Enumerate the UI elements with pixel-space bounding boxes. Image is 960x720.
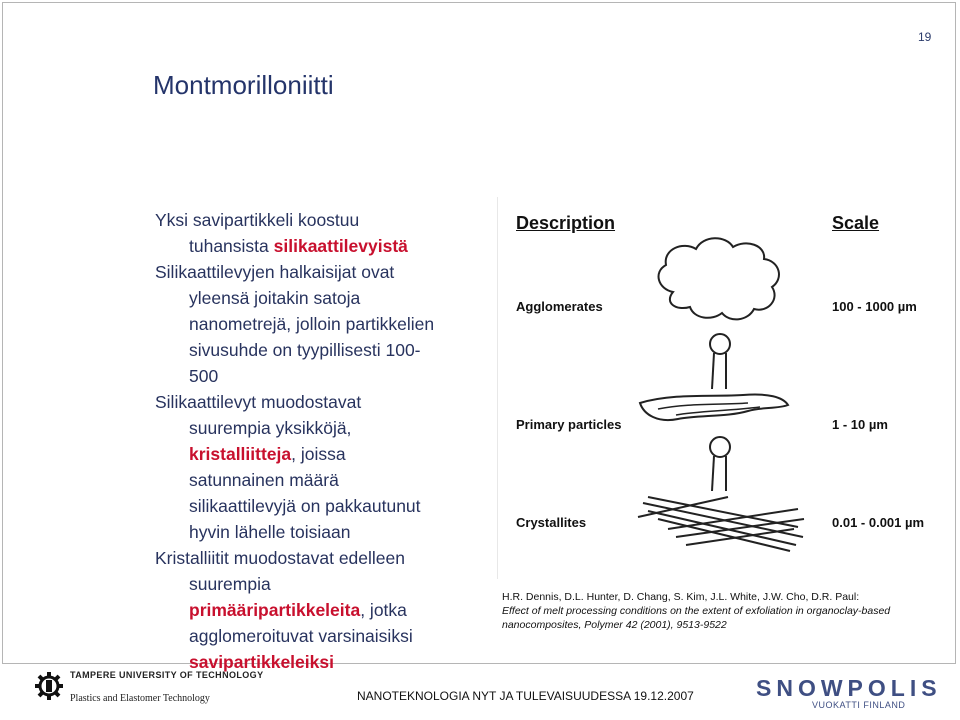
- bullet-3-line-3: [155, 441, 495, 467]
- crystallites-icon: [638, 497, 804, 551]
- footer-event-title: NANOTEKNOLOGIA NYT JA TULEVAISUUDESSA 19.12.2007: [357, 689, 694, 703]
- figure-header-description: Description: [516, 213, 616, 233]
- bullet-4-line-3: [155, 597, 495, 623]
- bullet-4-line-1: Kristalliitit muodostavat edelleen: [155, 548, 405, 568]
- citation-authors: H.R. Dennis, D.L. Hunter, D. Chang, S. Kim, J.L. White, J.W. Cho, D.R. Paul:: [502, 591, 860, 603]
- bullet-2-line-3: nanometrejä, jolloin partikkelien: [189, 314, 435, 334]
- bullet-3-line-4: satunnainen määrä: [189, 470, 339, 490]
- bullet-1-line-1: Yksi savipartikkeli koostuu: [155, 210, 360, 230]
- citation-title: Effect of melt processing conditions on the extent of exfoliation in organoclay-based: [502, 605, 891, 617]
- bullet-2-line-5: 500: [189, 366, 219, 386]
- slide-title: Montmorilloniitti: [153, 70, 334, 100]
- bullet-2-line-2: yleensä joitakin satoja: [189, 288, 361, 308]
- snowpolis-logo: SNOWPOLIS: [756, 675, 942, 701]
- magnifier-1-icon: [710, 334, 730, 354]
- row-primary-particles-scale: 1 - 10 µm: [832, 417, 888, 432]
- clay-structure-figure: [497, 197, 954, 579]
- row-crystallites-scale: 0.01 - 0.001 µm: [832, 515, 925, 530]
- row-crystallites-label: Crystallites: [516, 515, 587, 530]
- highlight-primaaripartikkeleita: primääripartikkeleita: [189, 600, 361, 620]
- citation-source: nanocomposites, Polymer 42 (2001), 9513-9522: [502, 619, 727, 631]
- bullet-2-line-4: sivusuhde on tyypillisesti 100-: [189, 340, 421, 360]
- highlight-kristalliitteja: kristalliitteja: [189, 444, 292, 464]
- bullet-3-line-1: Silikaattilevyt muodostavat: [155, 392, 362, 412]
- tut-gear-logo-icon: [34, 671, 64, 701]
- bullet-3-line-2: suurempia yksikköjä,: [189, 418, 352, 438]
- bullet-3-line-6: hyvin lähelle toisiaan: [189, 522, 351, 542]
- page-number: 19: [918, 30, 932, 44]
- bullet-1-text: tuhansista: [189, 236, 274, 256]
- bullet-list: [155, 207, 495, 675]
- bullet-3-line-5: silikaattilevyjä on pakkautunut: [189, 496, 421, 516]
- agglomerate-cloud-icon: [659, 238, 779, 319]
- figure-header-scale: Scale: [832, 213, 880, 233]
- bullet-2-line-1: Silikaattilevyjen halkaisijat ovat: [155, 262, 395, 282]
- magnifier-2-icon: [710, 437, 730, 457]
- bullet-4-line-4: agglomeroituvat varsinaisiksi: [189, 626, 413, 646]
- highlight-silikaattilevyista: silikaattilevyistä: [273, 236, 408, 256]
- bullet-4-line-2: suurempia: [189, 574, 271, 594]
- row-primary-particles-label: Primary particles: [516, 417, 622, 432]
- row-agglomerates-label: Agglomerates: [516, 299, 603, 314]
- bullet-3-text: , joissa: [291, 444, 346, 464]
- snowpolis-location: VUOKATTI FINLAND: [812, 700, 906, 710]
- university-name: TAMPERE UNIVERSITY OF TECHNOLOGY: [70, 670, 264, 680]
- highlight-savipartikkeleiksi: savipartikkeleiksi: [189, 652, 334, 672]
- department-name: Plastics and Elastomer Technology: [70, 693, 210, 704]
- bullet-1-line-2: [155, 233, 495, 259]
- row-agglomerates-scale: 100 - 1000 µm: [832, 299, 917, 314]
- bullet-4-text: , jotka: [360, 600, 407, 620]
- reference-citation: [502, 590, 952, 632]
- primary-particles-icon: [640, 394, 788, 420]
